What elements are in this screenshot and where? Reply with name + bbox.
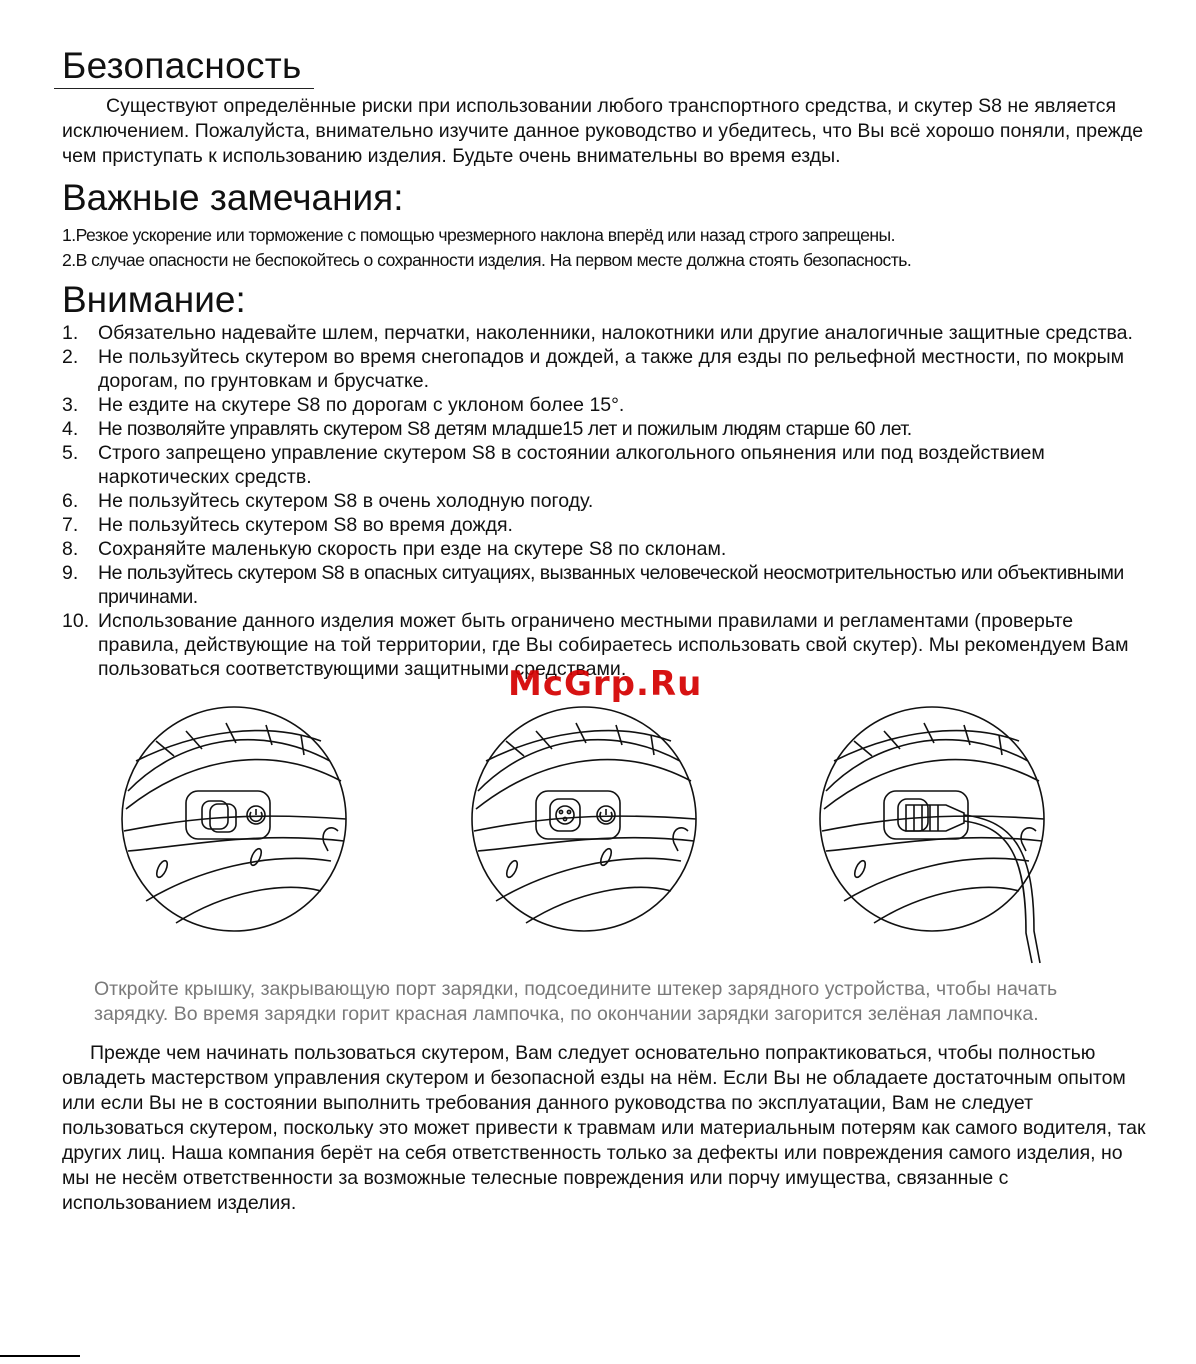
- item-text: Не ездите на скутере S8 по дорогам с уклоном более 15°.: [98, 394, 625, 416]
- page-footer-rule: [0, 1355, 80, 1357]
- item-text: Использование данного изделия может быть ограничено местными правилами и регламентами (проверьте правила, действующие на той территории, где Вы собираетесь использовать свой скутер). Мы рекомендуем Вам пользоваться соответствующими защитными средствами.: [98, 610, 1129, 680]
- attention-item: [62, 489, 1152, 513]
- notes-list: [62, 223, 1152, 273]
- figure-port-open: [466, 701, 706, 971]
- attention-item: [62, 345, 1152, 393]
- attention-item: [62, 537, 1152, 561]
- document-page: [62, 44, 1152, 1216]
- closing-text: Прежде чем начинать пользоваться скутером, Вам следует основательно попрактиковаться, чтобы полностью овладеть мастерством управления скутером и безопасной езды на нём. Если Вы не обладаете достаточным опытом или если Вы не в состоянии выполнить требования данного руководства по эксплуатации, Вам не следует пользоваться скутером, поскольку это может привести к травмам или материальным потерям как самого водителя, так других лиц. Наша компания берёт на себя ответственность только за дефекты или повреждения самого изделия, но мы не несём ответственности за возможные телесные повреждения или порчу имущества, связанные с использованием изделия.: [62, 1042, 1146, 1214]
- item-text: Не пользуйтесь скутером S8 во время дождя.: [98, 514, 513, 536]
- item-text: Не пользуйтесь скутером S8 в опасных ситуациях, вызванных человеческой неосмотрительностью или объективными причинами.: [98, 562, 1124, 608]
- figure-charger-connected: [814, 701, 1054, 971]
- attention-item: [62, 513, 1152, 537]
- figure-caption: Откройте крышку, закрывающую порт зарядки, подсоедините штекер зарядного устройства, чтобы начать зарядку. Во время зарядки горит красная лампочка, по окончании зарядки загорится зелёная лампочка.: [94, 978, 1058, 1025]
- item-text: Строго запрещено управление скутером S8 в состоянии алкогольного опьянения или под воздействием наркотических средств.: [98, 442, 1045, 488]
- item-number: 2.: [62, 346, 79, 368]
- note-item: 2.В случае опасности не беспокойтесь о сохранности изделия. На первом месте должна стоять безопасность.: [62, 250, 912, 270]
- item-number: 8.: [62, 538, 79, 560]
- item-number: 10.: [62, 610, 90, 632]
- item-number: 6.: [62, 490, 79, 512]
- note-item: 1.Резкое ускорение или торможение с помощью чрезмерного наклона вперёд или назад строго запрещены.: [62, 225, 895, 245]
- item-number: 3.: [62, 394, 79, 416]
- item-number: 7.: [62, 514, 79, 536]
- item-text: Не пользуйтесь скутером во время снегопадов и дождей, а также для езды по рельефной местности, по мокрым дорогам, по грунтовкам и брусчатке.: [98, 346, 1125, 392]
- item-number: 4.: [62, 418, 79, 440]
- attention-item: [62, 321, 1152, 345]
- item-number: 9.: [62, 562, 79, 584]
- attention-item: [62, 561, 1152, 609]
- item-text: Не позволяйте управлять скутером S8 детям младше15 лет и пожилым людям старше 60 лет.: [98, 418, 912, 440]
- safety-intro-text: Существуют определённые риски при использовании любого транспортного средства, и скутер S8 не является исключением. Пожалуйста, внимательно изучите данное руководство и убедитесь, что Вы всё хорошо поняли, прежде чем приступать к использованию изделия. Будьте очень внимательны во время езды.: [62, 95, 1144, 167]
- safety-intro: [62, 94, 1152, 169]
- item-text: Обязательно надевайте шлем, перчатки, наколенники, налокотники или другие аналогичные защитные средства.: [98, 322, 1133, 344]
- item-text: Сохраняйте маленькую скорость при езде на скутере S8 по склонам.: [98, 538, 727, 560]
- attention-title: Внимание:: [62, 279, 246, 320]
- attention-item: [62, 393, 1152, 417]
- safety-title: Безопасность: [62, 45, 302, 86]
- attention-list: [62, 321, 1152, 681]
- item-number: 5.: [62, 442, 79, 464]
- notes-title: Важные замечания:: [62, 177, 404, 218]
- figure-port-closed: [116, 701, 356, 971]
- item-number: 1.: [62, 322, 79, 344]
- watermark-logo: McGrp.Ru: [508, 664, 703, 704]
- safety-section: [62, 44, 1152, 89]
- charging-figures: [62, 701, 1152, 971]
- closing-paragraph: [62, 1041, 1152, 1216]
- attention-item: [62, 417, 1152, 441]
- attention-item: [62, 441, 1152, 489]
- item-text: Не пользуйтесь скутером S8 в очень холодную погоду.: [98, 490, 594, 512]
- title-underline: [54, 88, 314, 89]
